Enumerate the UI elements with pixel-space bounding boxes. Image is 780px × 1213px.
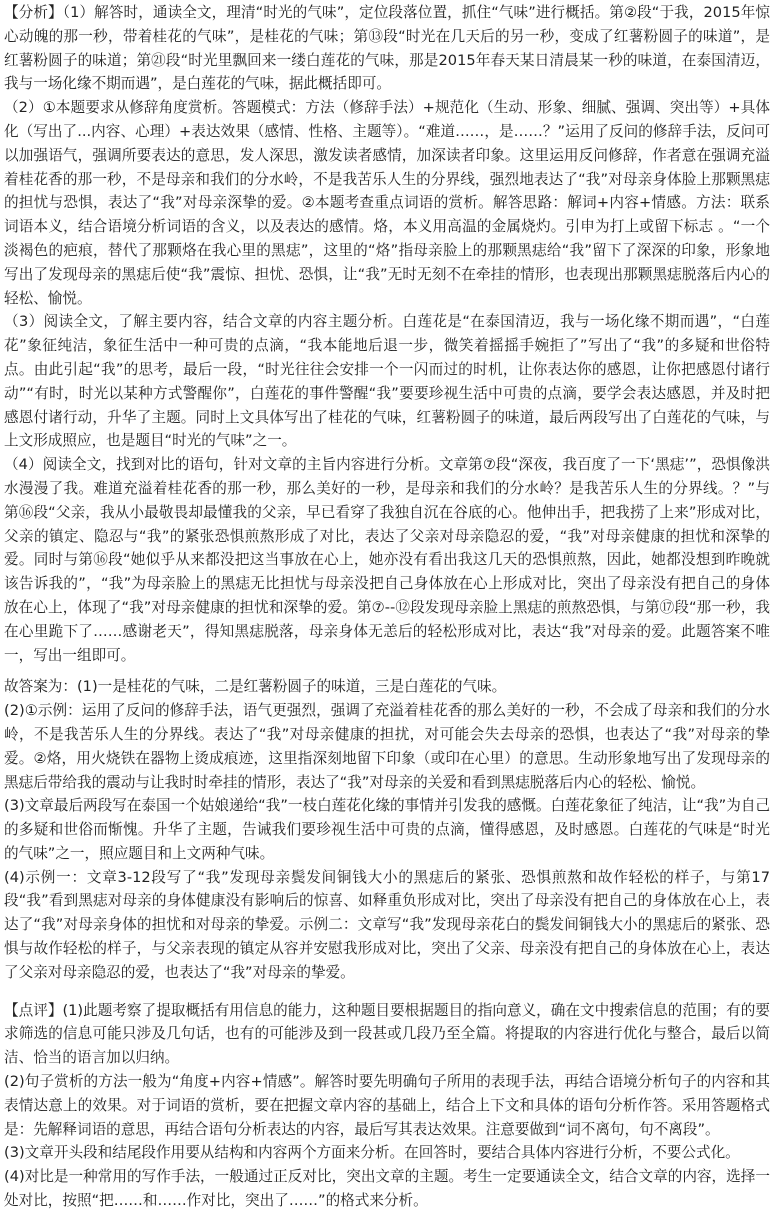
answer-paragraph-4: (4)示例一：文章3-12段写了“我”发现母亲鬓发间铜钱大小的黑痣后的紧张、恐惧煎熬和故作轻松的样子，与第17段“我”看到黑痣对母亲的身体健康没有影响后的惊喜、如释重负形成对比，突出了母亲没有把自己的身体放在心上，表达了“我”对母亲身体的担忧和对母亲的挚爱。示例二：文章写“我”发现母亲花白的鬓发间铜钱大小的黑痣后的紧张、恐惧与故作轻松的样子，与父亲表现的镇定从容并安慰我形成对比，突出了父亲、母亲没有把自己的身体放在心上，表达了父亲对母亲隐忍的爱，也表达了“我”对母亲的挚爱。 bbox=[4, 868, 770, 981]
section-spacer bbox=[4, 985, 770, 999]
analysis-paragraph-1: 【分析】（1）解答时，通读全文，理清“时光的气味”，定位段落位置，抓住“气味”进行概括。第②段“于我，2015年惊心动魄的那一秒，带着桂花的气味”，是桂花的气味；第⑬段“时光在几天后的另一秒，变成了红薯粉圆子的味道”，是红薯粉圆子的味道；第㉑段“时光里飘回来一缕白莲花的气味，那是2015年春天某日清晨某一秒的味道，在泰国清迈，我与一场化缘不期而遇”，是白莲花的气味，据此概括即可。 bbox=[4, 4, 770, 93]
answers-section bbox=[4, 675, 770, 984]
comment-paragraph-1: 【点评】(1)此题考察了提取概括有用信息的能力，这种题目要根据题目的指向意义，确在文中搜索信息的范围；有的要求筛选的信息可能只涉及几句话，也有的可能涉及到一段甚或几段乃至全篇。将提取的内容进行优化与整合，最后以简洁、恰当的语言加以归纳。 bbox=[4, 1001, 770, 1067]
analysis-section bbox=[4, 1, 770, 667]
comment-paragraph-3: (3)文章开头段和结尾段作用要从结构和内容两个方面来分析。在回答时，要结合具体内容进行分析，不要公式化。 bbox=[4, 1144, 740, 1162]
comments-section bbox=[4, 999, 770, 1213]
answer-paragraph-2: (2)①示例：运用了反问的修辞手法，语气更强烈，强调了充溢着桂花香的那么美好的一秒，不会成了母亲和我们的分水岭，不是我苦乐人生的分界线。表达了“我”对母亲健康的担扰，对可能会失去母亲的恐惧，也表达了“我”对母亲的挚爱。②烙，用火烧铁在器物上烫成痕迹，这里指深刻地留下印象（或印在心里）的意思。生动形象地写出了发现母亲的黑痣后带给我的震动与让我时时牵挂的情形，表达了“我”对母亲的关爱和看到黑痣脱落后内心的轻松、愉悦。 bbox=[4, 702, 770, 791]
analysis-paragraph-3: （3）阅读全文，了解主要内容，结合文章的内容主题分析。白莲花是“在泰国清迈，我与一场化缘不期而遇”，“白莲花”象征纯洁，象征生活中一种可贵的点滴，“我本能地后退一步，微笑着摇摇手婉拒了”写出了“我”的多疑和世俗特点。由此引起“我”的思考，最后一段，“时光往往会安排一个一闪而过的时机，让你表达你的感恩，让你把感恩付诸行动”“有时，时光以某种方式警醒你”，白莲花的事件警醒“我”要要珍视生活中可贵的点滴，要学会表达感恩，并及时把感恩付诸行动，升华了主题。同时上文具体写出了桂花的气味，红薯粉圆子的味道，最后两段写出了白莲花的气味，与上文形成照应，也是题目“时光的气味”之一。 bbox=[4, 313, 770, 450]
section-spacer bbox=[4, 667, 770, 675]
answer-paragraph-1: 故答案为：(1)一是桂花的气味，二是红薯粉圆子的味道，三是白莲花的气味。 bbox=[4, 678, 507, 696]
comment-paragraph-4: (4)对比是一种常用的写作手法，一般通过正反对比，突出文章的主题。考生一定要通读全文，结合文章的内容，选择一处对比，按照“把……和……作对比，突出了……”的格式来分析。 bbox=[4, 1168, 770, 1210]
answer-paragraph-3: (3)文章最后两段写在泰国一个姑娘递给“我”一枝白莲花化缘的事情并引发我的感慨。白莲花象征了纯洁，让“我”为自己的多疑和世俗而惭愧。升华了主题，告诫我们要珍视生活中可贵的点滴，懂得感恩，及时感恩。白莲花的气味是“时光的气味”之一，照应题目和上文两种气味。 bbox=[4, 797, 771, 862]
comment-paragraph-2: (2)句子赏析的方法一般为“角度+内容+情感”。解答时要先明确句子所用的表现手法，再结合语境分析句子的内容和其表情达意上的效果。对于词语的赏析，要在把握文章内容的基础上，结合上下文和具体的语句分析作答。采用答题格式是：先解释词语的意思，再结合语句分析表达的内容，最后写其表达效果。注意要做到“词不离句，句不离段”。 bbox=[4, 1073, 770, 1138]
analysis-paragraph-2: （2）①本题要求从修辞角度赏析。答题模式：方法（修辞手法）+规范化（生动、形象、细腻、强调、突出等）+具体化（写出了...内容、心理）+表达效果（感情、性格、主题等）。“难道……，是……？”运用了反问的修辞手法，反问可以加强语气，强调所要表达的意思，发人深思，激发读者感情，加深读者印象。这里运用反问修辞，作者意在强调充溢着桂花香的那一秒，不是母亲和我们的分水岭，不是我苦乐人生的分界线，强烈地表达了“我”对母亲身体脸上那颗黑痣的担忧与恐惧，表达了“我”对母亲深挚的爱。②本题考查重点词语的赏析。解答思路：解词+内容+情感。方法：联系词语本义，结合语境分析词语的含义，以及表达的感情。烙，本义用高温的金属烧灼。引申为打上或留下标志 。“一个淡褐色的疤痕，替代了那颗烙在我心里的黑痣”，这里的“烙”指母亲脸上的那颗黑痣给“我”留下了深深的印象，形象地写出了发现母亲的黑痣后使“我”震惊、担忧、恐惧，让“我”无时无刻不在牵挂的情形，也表现出那颗黑痣脱落后内心的轻松、愉悦。 bbox=[4, 99, 770, 307]
analysis-paragraph-4: （4）阅读全文，找到对比的语句，针对文章的主旨内容进行分析。文章第⑦段“深夜，我百度了一下‘黑痣’”，恐惧像洪水漫漫了我。难道充溢着桂花香的那一秒，那么美好的一秒，是母亲和我们的分水岭？是我苦乐人生的分界线。？”与第⑯段“父亲，我从小最敬畏却最懂我的父亲，早已看穿了我独自沉在谷底的心。他伸出手，把我捞了上来”形成对比，父亲的镇定、隐忍与“我”的紧张恐惧煎熬形成了对比，表达了父亲对母亲隐忍的爱，“我”对母亲健康的担忧和深挚的爱。同时与第⑯段“她似乎从来都没把这当事放在心上，她亦没有看出我这几天的恐惧煎熬，因此，她都没想到昨晚就该告诉我的”，“我”为母亲脸上的黑痣无比担忧与母亲没把自己身体放在心上形成对比，突出了母亲没有把自己的身体放在心上，体现了“我”对母亲健康的担忧和深挚的爱。第⑦--⑫段发现母亲脸上黑痣的煎熬恐惧，与第⑰段“那一秒，我在心里跪下了……感谢老天”，得知黑痣脱落，母亲身体无恙后的轻松形成对比，表达“我”对母亲的爱。此题答案不唯一，写出一组即可。 bbox=[4, 456, 770, 664]
